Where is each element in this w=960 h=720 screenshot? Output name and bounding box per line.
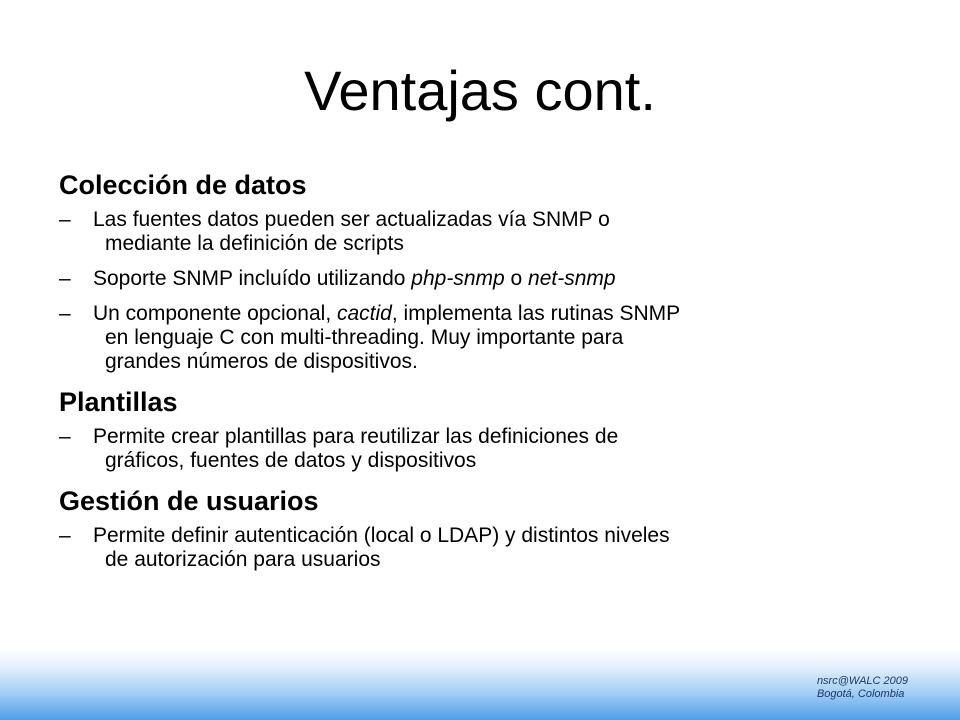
term-net-snmp: net-snmp: [528, 267, 616, 290]
bullet-line: Las fuentes datos pueden ser actualizadas vía SNMP o: [93, 208, 610, 231]
dash-marker: –: [59, 267, 71, 290]
text-run: Un componente opcional,: [93, 302, 337, 325]
bullet-line: Permite crear plantillas para reutilizar las definiciones de: [93, 425, 619, 448]
dash-marker: –: [59, 425, 71, 448]
bullet-line: grandes números de dispositivos.: [105, 350, 418, 373]
text-run: o: [504, 267, 529, 290]
bullet-line: Permite definir autenticación (local o LDAP) y distintos niveles: [93, 524, 670, 547]
dash-marker: –: [59, 302, 71, 325]
bullet-line: en lenguaje C con multi-threading. Muy importante para: [105, 326, 624, 349]
slide-title: Ventajas cont.: [304, 59, 656, 122]
bullet-line: mediante la definición de scripts: [105, 232, 404, 255]
footer-credit: [817, 675, 908, 701]
section-data-collection: [59, 168, 899, 374]
section-templates: [59, 385, 899, 473]
bullet-item: [59, 302, 899, 374]
term-cactid: cactid: [337, 302, 392, 325]
bullet-item: [59, 425, 899, 473]
dash-marker: –: [59, 208, 71, 231]
section-heading: Plantillas: [59, 387, 178, 417]
footer-line-location: Bogotá, Colombia: [816, 688, 905, 700]
term-php-snmp: php-snmp: [411, 267, 505, 290]
dash-marker: –: [59, 524, 71, 547]
slide-content: [59, 168, 899, 583]
section-user-management: [59, 484, 899, 572]
bullet-line: de autorización para usuarios: [105, 548, 381, 571]
bullet-line: [93, 267, 899, 291]
bullet-item: [59, 524, 899, 572]
bullet-item: [59, 267, 899, 291]
section-heading: Colección de datos: [59, 170, 307, 200]
bullet-line: gráficos, fuentes de datos y dispositivos: [105, 449, 477, 472]
footer-line-organization: nsrc@WALC 2009: [816, 675, 908, 687]
text-run: Soporte SNMP incluído utilizando: [93, 267, 412, 290]
bullet-item: [59, 208, 899, 256]
text-run: , implementa las rutinas SNMP: [391, 302, 681, 325]
bullet-line: [93, 302, 899, 326]
section-heading: Gestión de usuarios: [59, 486, 319, 516]
